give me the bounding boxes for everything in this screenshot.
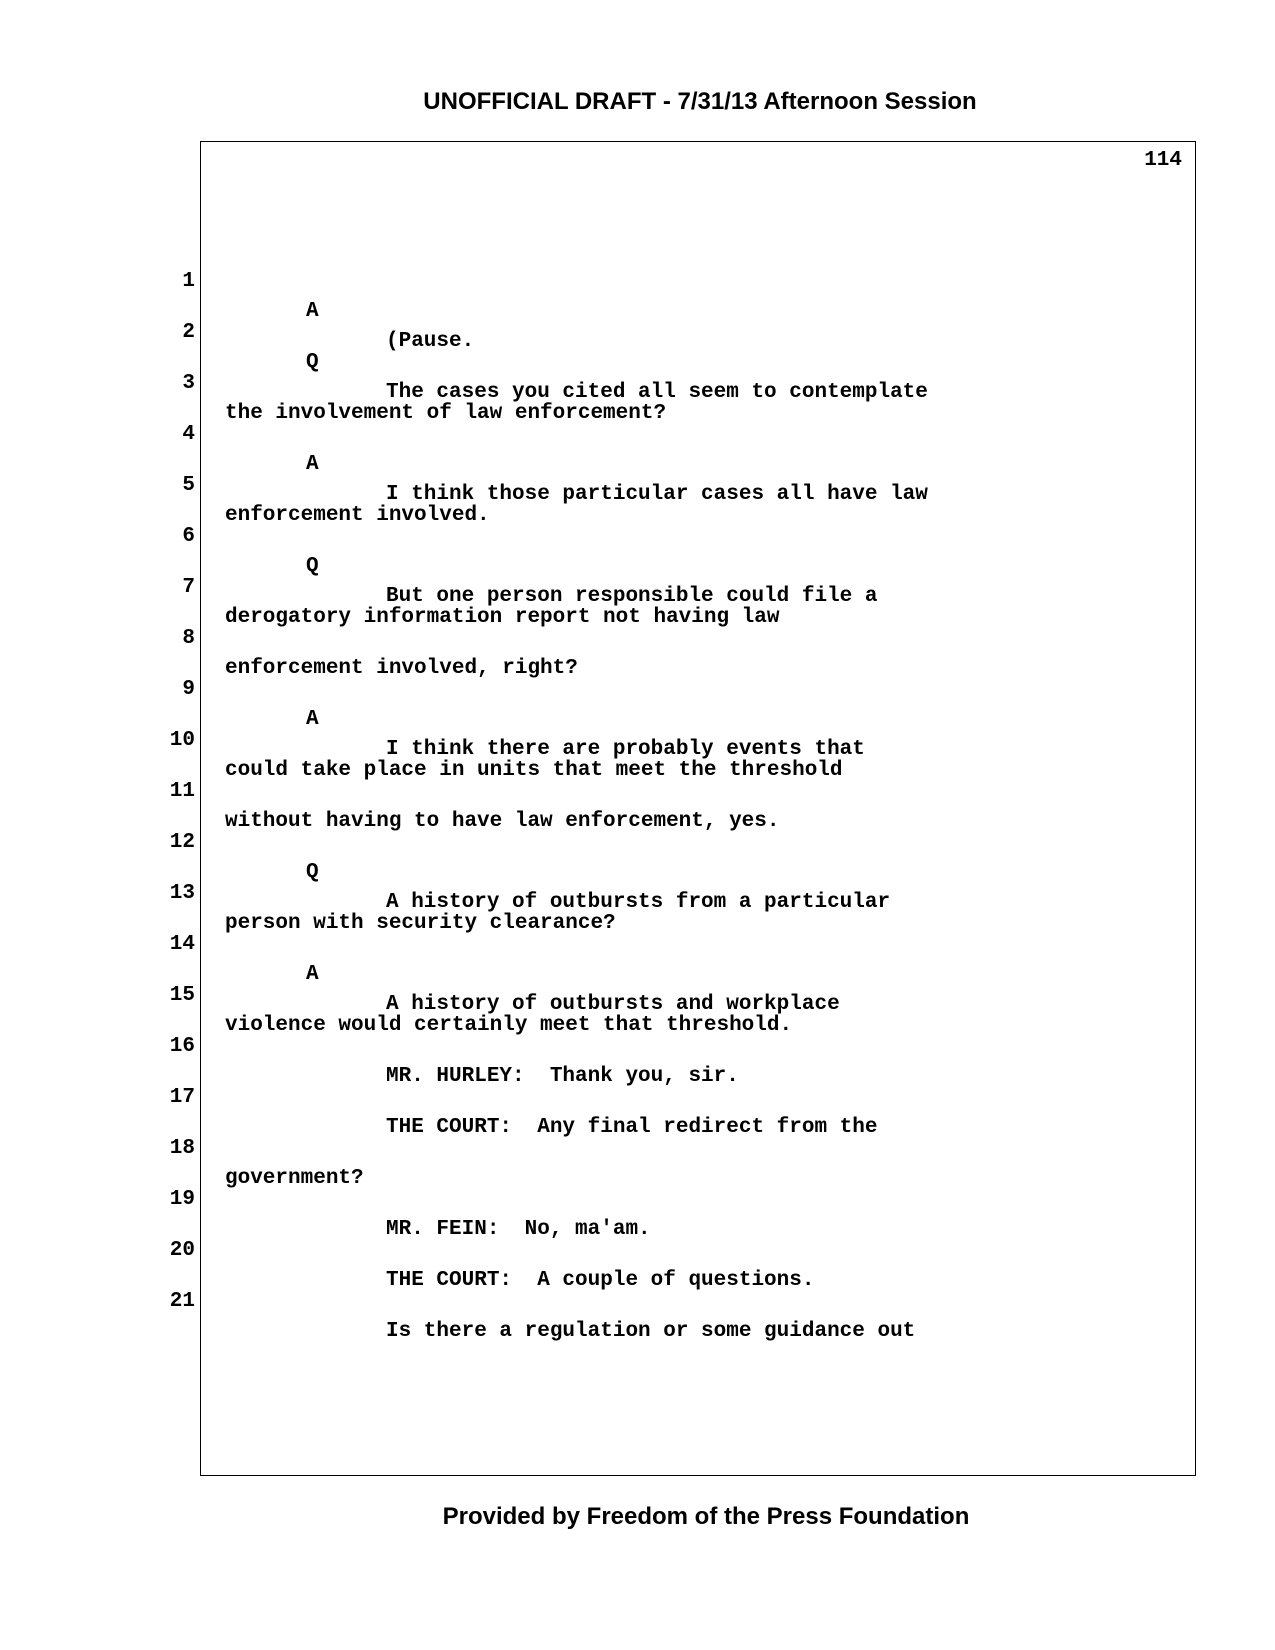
speaker-marker: A: [306, 453, 319, 476]
line-text: the involvement of law enforcement?: [225, 402, 667, 425]
speaker-marker: Q: [306, 861, 319, 884]
transcript-line: [0, 1155, 1200, 1241]
line-number: 7: [182, 576, 195, 599]
line-number: 11: [169, 780, 195, 803]
line-text: THE COURT: A couple of questions.: [386, 1269, 815, 1292]
transcript-line: [0, 747, 1200, 833]
page-header-title: UNOFFICIAL DRAFT - 7/31/13 Afternoon Session: [423, 88, 977, 115]
speaker-marker: A: [306, 963, 319, 986]
line-text: enforcement involved, right?: [225, 657, 578, 680]
line-number: 4: [182, 423, 195, 446]
line-number: 13: [169, 882, 195, 905]
line-number: 21: [169, 1290, 195, 1313]
line-number: 16: [169, 1035, 195, 1058]
line-text: MR. FEIN: No, ma'am.: [386, 1218, 651, 1241]
transcript-line: [0, 1257, 1200, 1343]
line-text: derogatory information report not having law: [225, 606, 780, 629]
line-text: A history of outbursts from a particular: [386, 891, 891, 914]
line-number: 10: [169, 729, 195, 752]
line-text: A history of outbursts and workplace: [386, 993, 840, 1016]
line-number: 8: [182, 627, 195, 650]
line-number: 6: [182, 525, 195, 548]
line-text: could take place in units that meet the threshold: [225, 759, 843, 782]
line-number: 1: [182, 270, 195, 293]
page-footer: Provided by Freedom of the Press Foundation: [442, 1503, 970, 1530]
line-text: Is there a regulation or some guidance out: [386, 1320, 916, 1343]
line-text: violence would certainly meet that threshold.: [225, 1014, 793, 1037]
line-text: But one person responsible could file a: [386, 585, 878, 608]
line-text: (Pause.: [386, 330, 475, 353]
line-number: 14: [169, 933, 195, 956]
speaker-marker: Q: [306, 351, 319, 374]
speaker-marker: Q: [306, 555, 319, 578]
line-number: 2: [182, 321, 195, 344]
line-text: without having to have law enforcement, yes.: [225, 810, 780, 833]
transcript-line: [0, 1104, 1200, 1190]
transcript-line: [0, 1206, 1200, 1292]
line-number: 3: [182, 372, 195, 395]
line-number: 15: [169, 984, 195, 1007]
line-number: 20: [169, 1239, 195, 1262]
line-number: 5: [182, 474, 195, 497]
line-number: 17: [169, 1086, 195, 1109]
transcript-line: [0, 237, 1200, 353]
line-text: government?: [225, 1167, 364, 1190]
line-number: 9: [182, 678, 195, 701]
transcript-line: [0, 492, 1200, 608]
line-number: 18: [169, 1137, 195, 1160]
line-number: 12: [169, 831, 195, 854]
line-text: I think there are probably events that: [386, 738, 865, 761]
line-text: The cases you cited all seem to contemplate: [386, 381, 928, 404]
transcript-line: [0, 1002, 1200, 1088]
line-text: enforcement involved.: [225, 504, 490, 527]
page-number: 114: [1144, 149, 1182, 172]
transcript-line: [0, 390, 1200, 506]
line-text: person with security clearance?: [225, 912, 616, 935]
speaker-marker: A: [306, 708, 319, 731]
transcript-line: [0, 594, 1200, 680]
line-text: THE COURT: Any final redirect from the: [386, 1116, 878, 1139]
line-number: 19: [169, 1188, 195, 1211]
line-text: I think those particular cases all have law: [386, 483, 928, 506]
speaker-marker: A: [306, 300, 319, 323]
transcript-line: [0, 1053, 1200, 1139]
line-text: MR. HURLEY: Thank you, sir.: [386, 1065, 739, 1088]
